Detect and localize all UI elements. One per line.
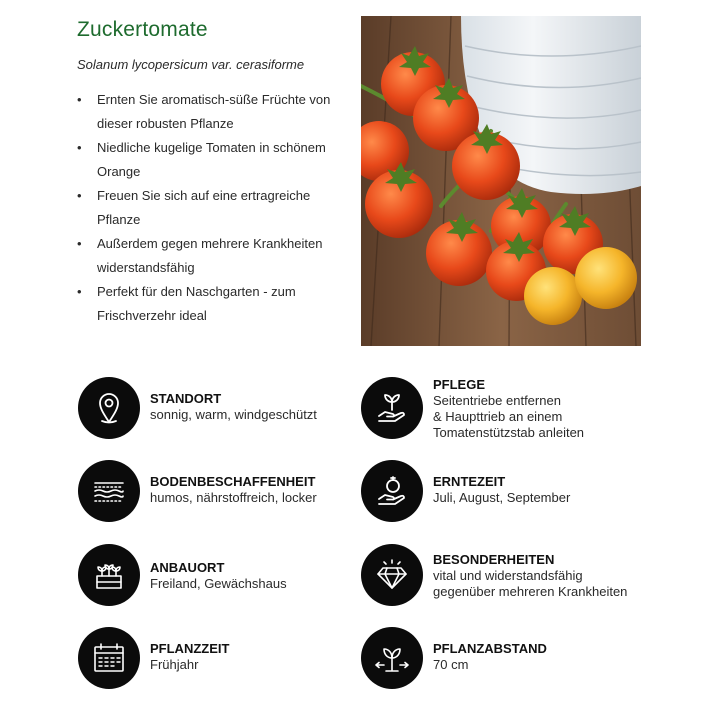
plant-spacing-icon [361, 627, 423, 689]
feature-heading: BESONDERHEITEN [433, 552, 555, 567]
bullet-item [77, 280, 349, 328]
latin-name: Solanum lycopersicum var. cerasiforme [77, 57, 305, 72]
bullet-text: Freuen Sie sich auf eine ertragreiche Pflanze [97, 188, 311, 227]
feature-value: Seitentriebe entfernen & Haupttrieb an einem Tomatenstützstab anleiten [433, 393, 585, 440]
feature-pflege [361, 377, 661, 441]
feature-heading: ERNTEZEIT [433, 474, 506, 489]
bullet-text: Niedliche kugelige Tomaten in schönem Orange [97, 140, 326, 179]
plant-bed-icon [78, 544, 140, 606]
bullet-dot: • [77, 284, 82, 299]
bullet-dot: • [77, 92, 82, 107]
feature-bodenbeschaffenheit [78, 460, 378, 524]
feature-anbauort [78, 544, 378, 608]
bullet-item [77, 184, 349, 232]
hand-with-fruit-icon [361, 460, 423, 522]
feature-heading: ANBAUORT [150, 560, 225, 575]
feature-pflanzabstand [361, 627, 661, 691]
feature-pflanzzeit [78, 627, 378, 691]
bullet-text: Außerdem gegen mehrere Krankheiten widerstandsfähig [97, 236, 323, 275]
feature-besonderheiten [361, 544, 661, 608]
soil-layers-icon [78, 460, 140, 522]
feature-heading: PFLEGE [433, 377, 486, 392]
location-pin-icon [78, 377, 140, 439]
hand-with-seedling-icon [361, 377, 423, 439]
feature-heading: BODENBESCHAFFENHEIT [150, 474, 316, 489]
bullet-item [77, 136, 349, 184]
feature-value: sonnig, warm, windgeschützt [150, 407, 317, 422]
feature-value: humos, nährstoffreich, locker [150, 490, 317, 505]
feature-value: Frühjahr [150, 657, 199, 672]
feature-erntezeit [361, 460, 661, 524]
calendar-icon [78, 627, 140, 689]
feature-heading: PFLANZZEIT [150, 641, 230, 656]
feature-bullet-list [77, 88, 349, 328]
feature-value: Freiland, Gewächshaus [150, 576, 287, 591]
feature-value: vital und widerstandsfähig gegenüber mehreren Krankheiten [433, 568, 628, 599]
feature-value: 70 cm [433, 657, 469, 672]
feature-standort [78, 377, 378, 441]
bullet-dot: • [77, 140, 82, 155]
cherry-tomato-image [361, 16, 641, 346]
bullet-dot: • [77, 188, 82, 203]
feature-heading: PFLANZABSTAND [433, 641, 547, 656]
bullet-text: Ernten Sie aromatisch-süße Früchte von dieser robusten Pflanze [97, 92, 331, 131]
feature-value: Juli, August, September [433, 490, 571, 505]
product-photo [361, 16, 641, 346]
feature-heading: STANDORT [150, 391, 222, 406]
bullet-item [77, 88, 349, 136]
diamond-icon [361, 544, 423, 606]
bullet-text: Perfekt für den Naschgarten - zum Frischverzehr ideal [97, 284, 296, 323]
bullet-item [77, 232, 349, 280]
product-title: Zuckertomate [77, 18, 208, 41]
bullet-dot: • [77, 236, 82, 251]
